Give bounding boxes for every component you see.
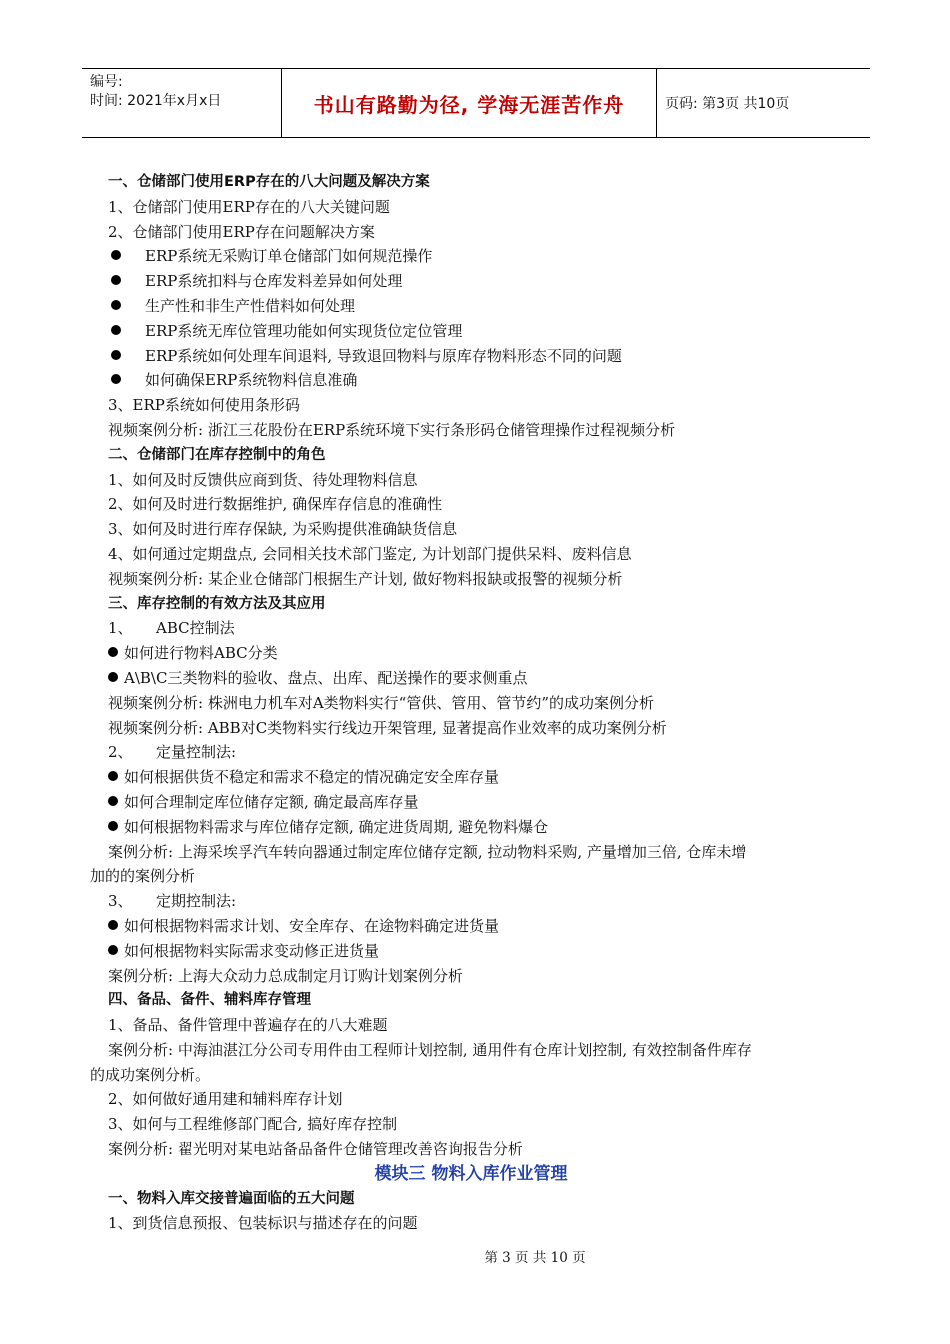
line-text: 1、到货信息预报、包装标识与描述存在的问题 bbox=[108, 1214, 418, 1233]
line-text: 如何根据供货不稳定和需求不稳定的情况确定安全库存量 bbox=[124, 768, 500, 787]
line-text: 1、仓储部门使用ERP存在的八大关键问题 bbox=[108, 197, 390, 216]
line-text: 2、如何做好通用建和辅料库存计划 bbox=[108, 1090, 343, 1109]
bullet-item bbox=[108, 244, 860, 269]
item-number: 1、 bbox=[108, 619, 133, 638]
numbered-method bbox=[108, 889, 237, 914]
bullet-icon bbox=[108, 647, 118, 657]
line-text: 3、ERP系统如何使用条形码 bbox=[108, 396, 300, 415]
paragraph-line bbox=[108, 393, 860, 418]
line-text: 一、物料入库交接普遍面临的五大问题 bbox=[108, 1190, 355, 1207]
paragraph-line bbox=[108, 468, 860, 493]
line-text: 3、如何及时进行库存保缺, 为采购提供准确缺货信息 bbox=[108, 520, 458, 539]
bullet-icon bbox=[111, 300, 121, 310]
line-text: 1、备品、备件管理中普遍存在的八大难题 bbox=[108, 1016, 388, 1035]
line-text: 视频案例分析: ABB对C类物料实行线边开架管理, 显著提高作业效率的成功案例分析 bbox=[108, 718, 667, 737]
line-text: ERP系统扣料与仓库发料差异如何处理 bbox=[145, 272, 403, 291]
bullet-icon bbox=[108, 796, 118, 806]
paragraph-line bbox=[108, 1013, 860, 1038]
bullet-item bbox=[108, 368, 860, 393]
bullet-icon bbox=[108, 920, 118, 930]
section-heading bbox=[108, 988, 860, 1013]
bullet-item bbox=[108, 344, 860, 369]
line-text: 如何进行物料ABC分类 bbox=[124, 644, 278, 663]
code-label: 编号: bbox=[90, 74, 123, 90]
line-text: 案例分析: 上海大众动力总成制定月订购计划案例分析 bbox=[108, 966, 463, 985]
line-text: 如何根据物料实际需求变动修正进货量 bbox=[124, 941, 380, 960]
line-text: 案例分析: 上海采埃孚汽车转向器通过制定库位储存定额, 拉动物料采购, 产量增加三倍, 仓库未增 bbox=[108, 842, 747, 861]
line-text: ERP系统如何处理车间退料, 导致退回物料与原库存物料形态不同的问题 bbox=[145, 346, 622, 365]
line-text: 的成功案例分析。 bbox=[90, 1065, 211, 1084]
paragraph-line bbox=[108, 1112, 860, 1137]
line-text: 案例分析: 中海油湛江分公司专用件由工程师计划控制, 通用件有仓库计划控制, 有效控制备件库存 bbox=[108, 1040, 752, 1059]
item-number: 2、 bbox=[108, 743, 133, 762]
line-text: 模块三 物料入库作业管理 bbox=[374, 1163, 568, 1184]
bullet-item bbox=[108, 939, 860, 964]
paragraph-line bbox=[108, 691, 860, 716]
line-text: 如何根据物料需求与库位储存定额, 确定进货周期, 避免物料爆仓 bbox=[124, 817, 549, 836]
section-heading bbox=[108, 592, 860, 617]
section-heading bbox=[108, 1187, 860, 1212]
bullet-item bbox=[108, 294, 860, 319]
bullet-item bbox=[108, 641, 860, 666]
paragraph-line bbox=[108, 1211, 860, 1236]
paragraph-line bbox=[108, 492, 860, 517]
line-text: 视频案例分析: 株洲电力机车对A类物料实行“管供、管用、管节约”的成功案例分析 bbox=[108, 693, 654, 712]
bullet-icon bbox=[108, 821, 118, 831]
bullet-icon bbox=[111, 325, 121, 335]
header-left-cell bbox=[82, 69, 282, 137]
page-label: 页码: 第3页 共10页 bbox=[665, 96, 790, 112]
paragraph-line bbox=[108, 418, 860, 443]
paragraph-line bbox=[108, 220, 860, 245]
paragraph-continuation bbox=[90, 864, 860, 889]
line-text: A\B\C三类物料的验收、盘点、出库、配送操作的要求侧重点 bbox=[124, 668, 528, 687]
bullet-icon bbox=[111, 250, 121, 260]
paragraph-line bbox=[108, 716, 860, 741]
bullet-item bbox=[108, 666, 860, 691]
section-heading bbox=[108, 170, 860, 195]
line-text: 加的的案例分析 bbox=[90, 867, 196, 886]
page-footer bbox=[0, 1246, 950, 1266]
numbered-method bbox=[108, 740, 237, 765]
line-text: ABC控制法 bbox=[156, 619, 235, 638]
paragraph-line bbox=[108, 542, 860, 567]
line-text: 视频案例分析: 某企业仓储部门根据生产计划, 做好物料报缺或报警的视频分析 bbox=[108, 569, 623, 588]
motto: 书山有路勤为径, 学海无涯苦作舟 bbox=[282, 69, 657, 137]
bullet-item bbox=[108, 765, 860, 790]
line-text: 四、备品、备件、辅料库存管理 bbox=[108, 992, 311, 1009]
module-title bbox=[82, 1162, 860, 1187]
line-text: 生产性和非生产性借料如何处理 bbox=[145, 296, 356, 315]
paragraph-line bbox=[108, 1087, 860, 1112]
line-text: 2、如何及时进行数据维护, 确保库存信息的准确性 bbox=[108, 495, 443, 514]
bullet-item bbox=[108, 790, 860, 815]
line-text: ERP系统无采购订单仓储部门如何规范操作 bbox=[145, 247, 433, 266]
bullet-icon bbox=[108, 771, 118, 781]
paragraph-line bbox=[108, 1137, 860, 1162]
numbered-method bbox=[108, 616, 235, 641]
bullet-item bbox=[108, 319, 860, 344]
item-number: 3、 bbox=[108, 892, 133, 911]
bullet-icon bbox=[111, 374, 121, 384]
line-text: 案例分析: 翟光明对某电站备品备件仓储管理改善咨询报告分析 bbox=[108, 1140, 523, 1159]
line-text: 如何合理制定库位储存定额, 确定最高库存量 bbox=[124, 792, 419, 811]
paragraph-line bbox=[108, 1038, 860, 1063]
line-text: 一、仓储部门使用ERP存在的八大问题及解决方案 bbox=[108, 174, 430, 190]
paragraph-line bbox=[108, 195, 860, 220]
bullet-item bbox=[108, 815, 860, 840]
line-text: 定期控制法: bbox=[156, 892, 237, 911]
bullet-item bbox=[108, 914, 860, 939]
line-text: 4、如何通过定期盘点, 会同相关技术部门鉴定, 为计划部门提供呆料、废料信息 bbox=[108, 544, 632, 563]
paragraph-line bbox=[108, 567, 860, 592]
time-label: 时间: 2021年x月x日 bbox=[90, 93, 222, 109]
line-text: 定量控制法: bbox=[156, 743, 237, 762]
line-text: 视频案例分析: 浙江三花股份在ERP系统环境下实行条形码仓储管理操作过程视频分析 bbox=[108, 420, 676, 439]
line-text: 1、如何及时反馈供应商到货、待处理物料信息 bbox=[108, 470, 418, 489]
section-heading bbox=[108, 443, 860, 468]
bullet-icon bbox=[108, 945, 118, 955]
paragraph-line bbox=[108, 964, 860, 989]
bullet-icon bbox=[108, 672, 118, 682]
line-text: 三、库存控制的有效方法及其应用 bbox=[108, 595, 326, 612]
bullet-icon bbox=[111, 275, 121, 285]
line-text: 如何根据物料需求计划、安全库存、在途物料确定进货量 bbox=[124, 916, 500, 935]
line-text: 二、仓储部门在库存控制中的角色 bbox=[108, 446, 326, 463]
line-text: 2、仓储部门使用ERP存在问题解决方案 bbox=[108, 222, 375, 241]
line-text: 3、如何与工程维修部门配合, 搞好库存控制 bbox=[108, 1115, 398, 1134]
line-text: ERP系统无库位管理功能如何实现货位定位管理 bbox=[145, 321, 463, 340]
paragraph-line bbox=[108, 840, 860, 865]
bullet-icon bbox=[111, 350, 121, 360]
document-body bbox=[90, 170, 860, 1236]
page-header bbox=[82, 68, 870, 138]
paragraph-continuation bbox=[90, 1063, 860, 1088]
line-text: 如何确保ERP系统物料信息准确 bbox=[145, 371, 358, 390]
bullet-item bbox=[108, 269, 860, 294]
footer-page-number: 第 3 页 共 10 页 bbox=[484, 1250, 586, 1266]
paragraph-line bbox=[108, 517, 860, 542]
